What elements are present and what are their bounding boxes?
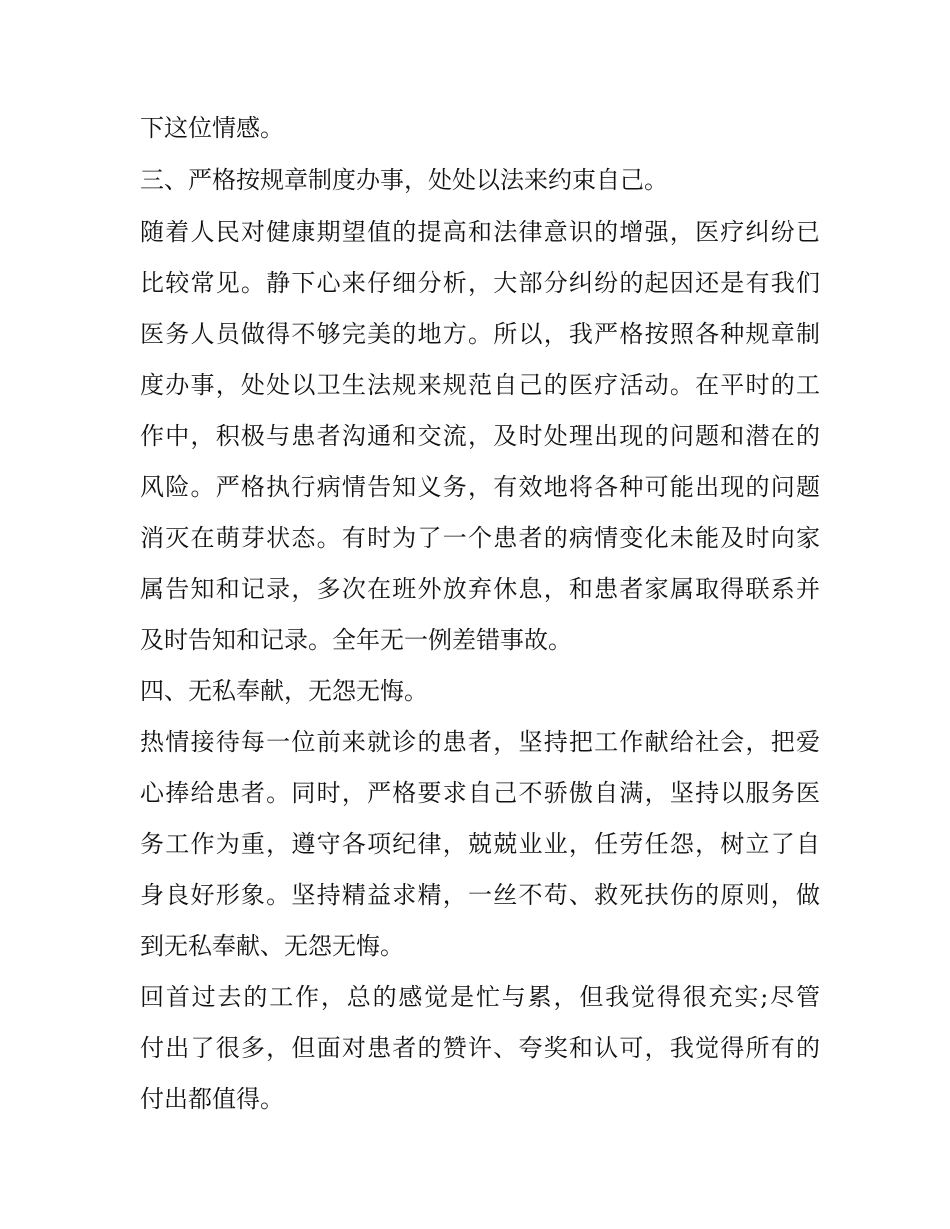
- text-line: 回首过去的工作，总的感觉是忙与累，但我觉得很充实;尽管: [140, 983, 820, 1011]
- text-line: 下这位情感。: [140, 114, 284, 142]
- text-line: 属告知和记录，多次在班外放弃休息，和患者家属取得联系并: [140, 575, 820, 603]
- text-line: 身良好形象。坚持精益求精，一丝不苟、救死扶伤的原则，做: [140, 881, 820, 909]
- text-line: 到无私奉献、无怨无悔。: [140, 932, 404, 960]
- section-heading: 三、严格按规章制度办事，处处以法来约束自己。: [140, 166, 668, 194]
- text-line: 随着人民对健康期望值的提高和法律意识的增强，医疗纠纷已: [140, 218, 820, 246]
- section-heading: 四、无私奉献，无怨无悔。: [140, 677, 428, 705]
- text-line: 热情接待每一位前来就诊的患者，坚持把工作献给社会，把爱: [140, 728, 820, 756]
- text-line: 风险。严格执行病情告知义务，有效地将各种可能出现的问题: [140, 473, 820, 501]
- text-line: 心捧给患者。同时，严格要求自己不骄傲自满，坚持以服务医: [140, 779, 820, 807]
- text-line: 付出都值得。: [140, 1085, 284, 1113]
- text-line: 医务人员做得不够完美的地方。所以，我严格按照各种规章制: [140, 320, 820, 348]
- text-line: 付出了很多，但面对患者的赞许、夸奖和认可，我觉得所有的: [140, 1034, 820, 1062]
- text-line: 务工作为重，遵守各项纪律，兢兢业业，任劳任怨，树立了自: [140, 830, 820, 858]
- text-line: 度办事，处处以卫生法规来规范自己的医疗活动。在平时的工: [140, 371, 820, 399]
- text-line: 作中，积极与患者沟通和交流，及时处理出现的问题和潜在的: [140, 422, 820, 450]
- text-line: 及时告知和记录。全年无一例差错事故。: [140, 626, 572, 654]
- text-line: 消灭在萌芽状态。有时为了一个患者的病情变化未能及时向家: [140, 524, 820, 552]
- text-line: 比较常见。静下心来仔细分析，大部分纠纷的起因还是有我们: [140, 269, 820, 297]
